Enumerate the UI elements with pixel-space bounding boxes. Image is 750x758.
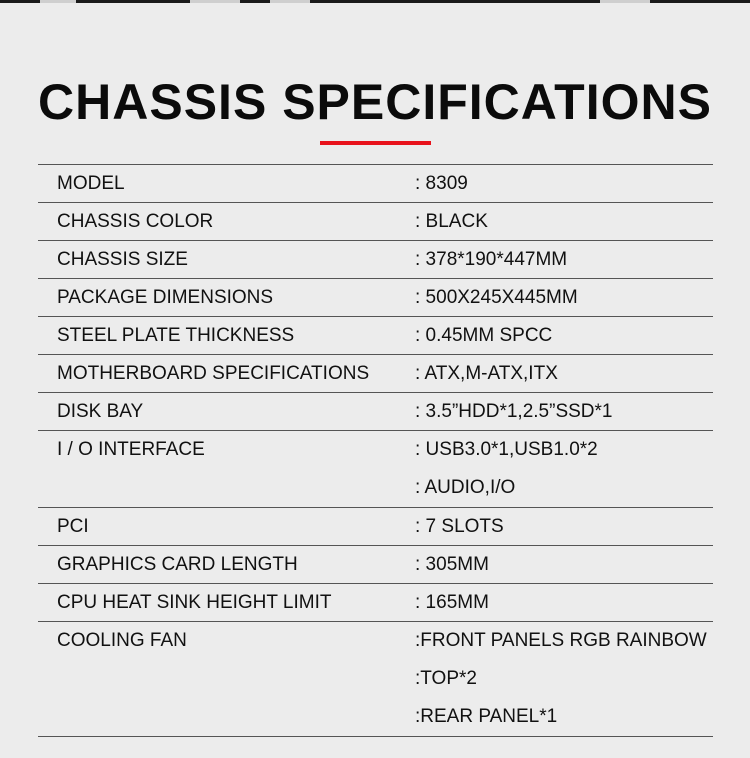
spec-value: : 8309 <box>415 173 468 194</box>
spec-value: : 500X245X445MM <box>415 287 578 308</box>
spec-values <box>415 393 713 430</box>
spec-label: DISK BAY <box>57 401 144 422</box>
spec-value: : 305MM <box>415 554 489 575</box>
spec-row <box>38 203 713 241</box>
spec-value: :TOP*2 <box>415 668 477 689</box>
strip-highlight <box>40 0 76 3</box>
spec-label: STEEL PLATE THICKNESS <box>57 325 295 346</box>
page-title: CHASSIS SPECIFICATIONS <box>38 74 712 130</box>
strip-highlight <box>600 0 650 3</box>
spec-values <box>415 317 713 354</box>
spec-values <box>415 584 713 621</box>
spec-values <box>415 241 713 278</box>
spec-value: : 0.45MM SPCC <box>415 325 553 346</box>
spec-row <box>38 622 713 737</box>
spec-label: PACKAGE DIMENSIONS <box>57 287 274 308</box>
spec-row <box>38 393 713 431</box>
spec-row <box>38 241 713 279</box>
spec-row <box>38 279 713 317</box>
spec-row <box>38 546 713 584</box>
strip-highlight <box>190 0 240 3</box>
spec-value: : 378*190*447MM <box>415 249 568 270</box>
spec-value: : 165MM <box>415 592 489 613</box>
spec-label: CHASSIS COLOR <box>57 211 214 232</box>
spec-values <box>415 546 713 583</box>
spec-label: CHASSIS SIZE <box>57 249 188 270</box>
spec-label: PCI <box>57 516 89 537</box>
spec-values <box>415 165 713 202</box>
title-accent-bar <box>320 141 431 145</box>
spec-label: MOTHERBOARD SPECIFICATIONS <box>57 363 370 384</box>
spec-values <box>415 622 713 736</box>
spec-value: :REAR PANEL*1 <box>415 706 558 727</box>
spec-label: I / O INTERFACE <box>57 439 205 460</box>
spec-row <box>38 508 713 546</box>
spec-label: GRAPHICS CARD LENGTH <box>57 554 298 575</box>
spec-values <box>415 279 713 316</box>
spec-values <box>415 203 713 240</box>
spec-values <box>415 431 713 507</box>
spec-value: : 3.5”HDD*1,2.5”SSD*1 <box>415 401 613 422</box>
spec-label: CPU HEAT SINK HEIGHT LIMIT <box>57 592 332 613</box>
spec-row <box>38 584 713 622</box>
spec-value: : ATX,M-ATX,ITX <box>415 363 558 384</box>
spec-value: : AUDIO,I/O <box>415 477 516 498</box>
spec-label: COOLING FAN <box>57 630 187 651</box>
top-edge-strip <box>0 0 750 3</box>
spec-row <box>38 355 713 393</box>
spec-label: MODEL <box>57 173 125 194</box>
spec-table <box>38 164 713 737</box>
spec-value: : BLACK <box>415 211 488 232</box>
spec-row <box>38 431 713 508</box>
spec-row <box>38 165 713 203</box>
strip-highlight <box>270 0 310 3</box>
spec-values <box>415 355 713 392</box>
spec-values <box>415 508 713 545</box>
spec-value: : USB3.0*1,USB1.0*2 <box>415 439 598 460</box>
spec-row <box>38 317 713 355</box>
spec-value: :FRONT PANELS RGB RAINBOW <box>415 630 707 651</box>
spec-value: : 7 SLOTS <box>415 516 504 537</box>
